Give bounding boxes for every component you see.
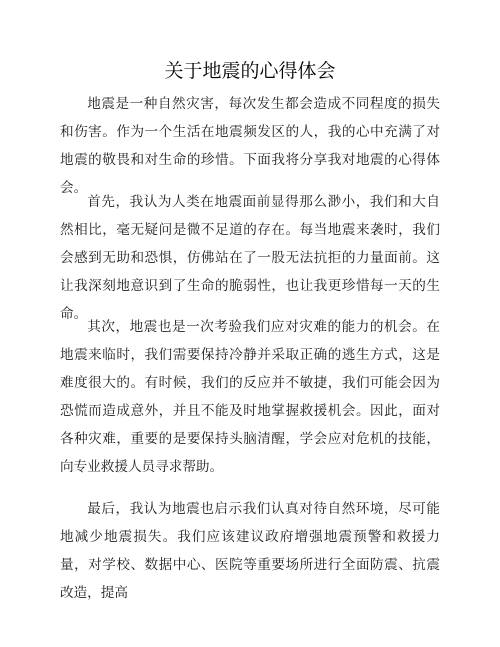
paragraph-intro: 地震是一种自然灾害，每次发生都会造成不同程度的损失和伤害。作为一个生活在地震频发区的人，我的心中充满了对地震的敬畏和对生命的珍惜。下面我将分享我对地震的心得体会。 [60,96,440,196]
paragraph-first-point: 首先，我认为人类在地震面前显得那么渺小，我们和大自然相比，毫无疑问是微不足道的存在。每当地震来袭时，我们会感到无助和恐惧，仿佛站在了一股无法抗拒的力量面前。这让我深刻地意识到了生命的脆弱性，也让我更珍惜每一天的生命。 [60,194,440,322]
paragraph-second-point: 其次，地震也是一次考验我们应对灾难的能力的机会。在地震来临时，我们需要保持冷静并采取正确的逃生方式，这是难度很大的。有时候，我们的反应并不敏捷，我们可能会因为恐慌而造成意外，并且不能及时地掌握救援机会。因此，面对各种灾难，重要的是要保持头脑清醒，学会应对危机的技能，向专业救援人员寻求帮助。 [60,319,440,475]
document-title: 关于地震的心得体会 [164,60,336,82]
paragraph-final-point: 最后，我认为地震也启示我们认真对待自然环境，尽可能地减少地震损失。我们应该建议政府增强地震预警和救援力量，对学校、数据中心、医院等重要场所进行全面防震、抗震改造，提高 [60,501,440,601]
